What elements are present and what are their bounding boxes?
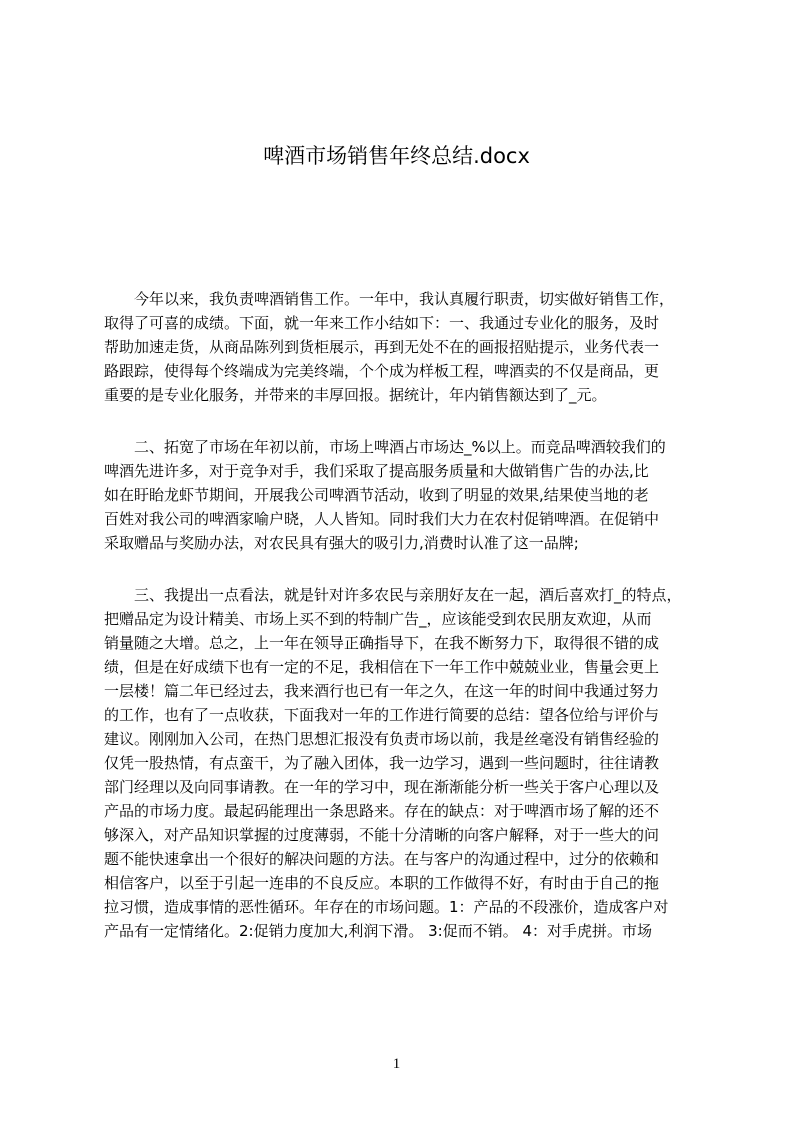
paragraph-1 xyxy=(104,287,704,407)
text-line: 一层楼！篇二年已经过去，我来酒行也已有一年之久，在这一年的时间中我通过努力 xyxy=(104,682,660,700)
document-body xyxy=(104,287,704,971)
text-line: 今年以来，我负责啤酒销售工作。一年中，我认真履行职责，切实做好销售工作， xyxy=(134,290,675,308)
document-title: 啤酒市场销售年终总结.docx xyxy=(263,144,530,168)
paragraph-2 xyxy=(104,435,704,555)
text-line: 仅凭一股热情，有点蛮干，为了融入团体，我一边学习，遇到一些问题时，往往请教 xyxy=(104,754,660,772)
text-line: 部门经理以及向同事请教。在一年的学习中，现在渐渐能分析一些关于客户心理以及 xyxy=(104,778,660,796)
paragraph-3 xyxy=(104,583,704,943)
text-line: 产品有一定情绪化。2:促销力度加大,利润下滑。 3:促而不销。 4：对手虎拼。市场 xyxy=(104,922,653,940)
text-line: 采取赠品与奖励办法，对农民具有强大的吸引力,消费时认准了这一品牌; xyxy=(104,534,579,552)
text-line: 取得了可喜的成绩。下面，就一年来工作小结如下：一、我通过专业化的服务，及时 xyxy=(104,314,660,332)
text-line: 把赠品定为设计精美、市场上买不到的特制广告_，应该能受到农民朋友欢迎，从而 xyxy=(104,610,652,628)
text-line: 帮助加速走货，从商品陈列到货柜展示，再到无处不在的画报招贴提示，业务代表一 xyxy=(104,338,660,356)
text-line: 三、我提出一点看法，就是针对许多农民与亲朋好友在一起，酒后喜欢打_的特点， xyxy=(134,586,682,604)
text-line: 二、拓宽了市场在年初以前，市场上啤酒占市场达_%以上。而竞品啤酒较我们的 xyxy=(134,438,666,456)
text-line: 啤酒先进许多，对于竞争对手，我们采取了提高服务质量和大做销售广告的办法,比 xyxy=(104,462,649,480)
text-line: 拉习惯，造成事情的恶性循环。年存在的市场问题。1：产品的不段涨价，造成客户对 xyxy=(104,898,669,916)
text-line: 产品的市场力度。最起码能理出一条思路来。存在的缺点：对于啤酒市场了解的还不 xyxy=(104,802,660,820)
text-line: 够深入，对产品知识掌握的过度薄弱，不能十分清晰的向客户解释，对于一些大的问 xyxy=(104,826,660,844)
text-line: 相信客户，以至于引起一连串的不良反应。本职的工作做得不好，有时由于自己的拖 xyxy=(104,874,660,892)
text-line: 的工作，也有了一点收获，下面我对一年的工作进行简要的总结：望各位给与评价与 xyxy=(104,706,660,724)
text-line: 绩，但是在好成绩下也有一定的不足，我相信在下一年工作中兢兢业业，售量会更上 xyxy=(104,658,660,676)
text-line: 重要的是专业化服务，并带来的丰厚回报。据统计，年内销售额达到了_元。 xyxy=(104,386,607,404)
text-line: 如在盱眙龙虾节期间，开展我公司啤酒节活动，收到了明显的效果,结果使当地的老 xyxy=(104,486,649,504)
text-line: 销量随之大增。总之，上一年在领导正确指导下，在我不断努力下，取得很不错的成 xyxy=(104,634,660,652)
text-line: 百姓对我公司的啤酒家喻户晓，人人皆知。同时我们大力在农村促销啤酒。在促销中 xyxy=(104,510,660,528)
page-number: 1 xyxy=(392,1056,401,1072)
text-line: 建议。刚刚加入公司，在热门思想汇报没有负责市场以前，我是丝毫没有销售经验的 xyxy=(104,730,660,748)
text-line: 题不能快速拿出一个很好的解决问题的方法。在与客户的沟通过程中，过分的依赖和 xyxy=(104,850,660,868)
text-line: 路跟踪，使得每个终端成为完美终端，个个成为样板工程，啤酒卖的不仅是商品，更 xyxy=(104,362,660,380)
